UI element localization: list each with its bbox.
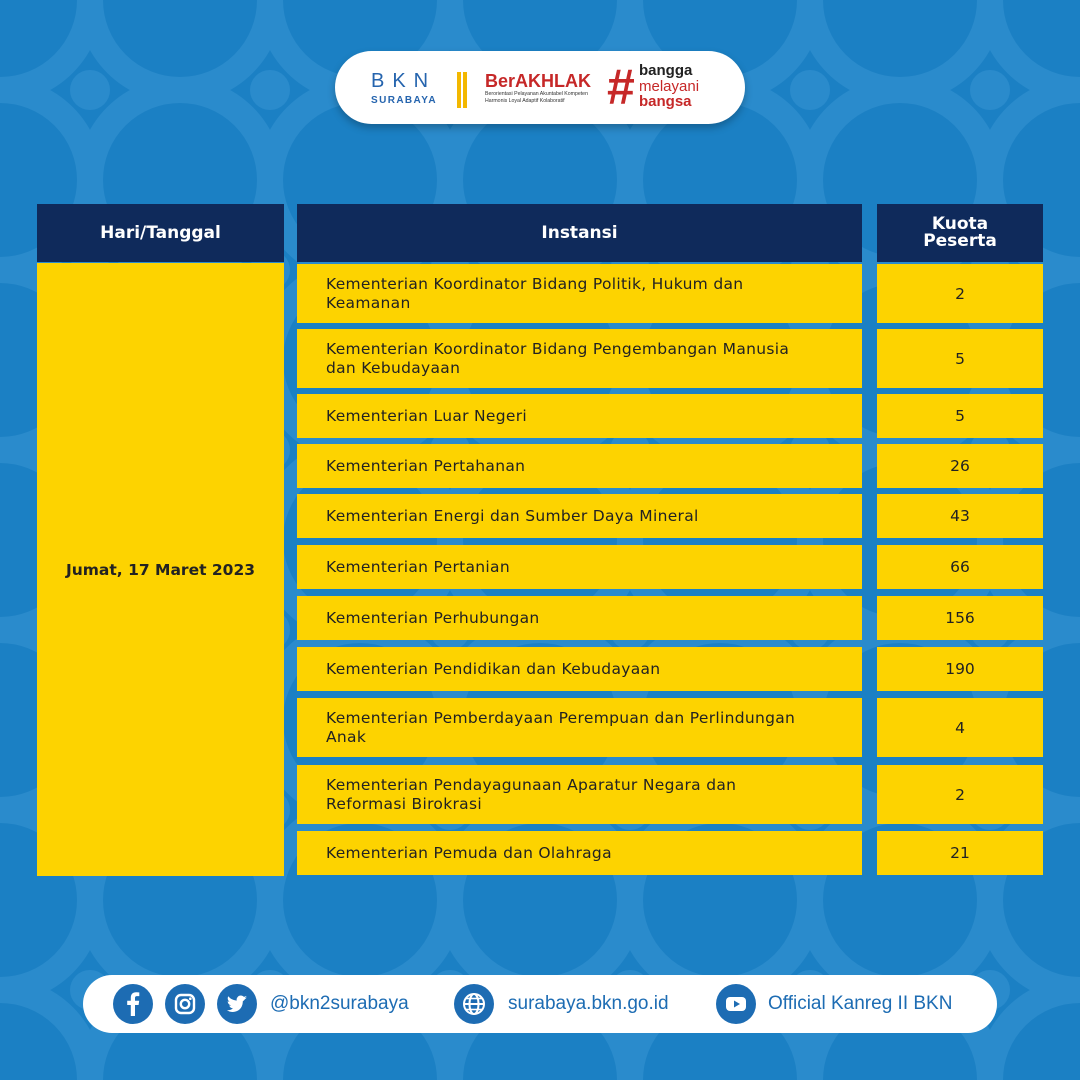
hashtag-icon: # [607,59,635,115]
logo-banner [335,51,745,124]
table-row-instansi: Kementerian Perhubungan [297,596,862,640]
twitter-icon[interactable] [217,984,257,1024]
youtube-channel-text[interactable]: Official Kanreg II BKN [768,993,953,1014]
bkn-logo-bars [457,72,471,108]
footer-contact-bar [83,975,997,1033]
website-text[interactable]: surabaya.bkn.go.id [508,993,669,1014]
table-row-kuota: 26 [877,444,1043,488]
youtube-icon[interactable] [716,984,756,1024]
bkn-logo-city: SURABAYA [371,95,438,106]
table-row-instansi: Kementerian Pemuda dan Olahraga [297,831,862,875]
bangga-melayani-bangsa-logo [639,63,729,113]
social-handle-text[interactable]: @bkn2surabaya [270,993,409,1014]
bangga-text: bangga [639,62,693,79]
table-row-instansi: Kementerian Pertahanan [297,444,862,488]
table-row-kuota: 2 [877,765,1043,824]
column-header-kuota-line1: Kuota [931,214,989,234]
instagram-icon[interactable] [165,984,205,1024]
table-row-kuota: 66 [877,545,1043,589]
table-row-kuota: 190 [877,647,1043,691]
berakhlak-tagline-1: Berorientasi Pelayanan Akuntabel Kompeten [485,91,588,97]
table-row-kuota: 21 [877,831,1043,875]
column-header-kuota-line2: Peserta [923,231,997,251]
table-row-instansi: Kementerian Koordinator Bidang Politik, Hukum dan Keamanan [297,264,862,323]
date-cell: Jumat, 17 Maret 2023 [37,263,284,876]
table-row-instansi: Kementerian Pertanian [297,545,862,589]
table-row-kuota: 2 [877,264,1043,323]
berakhlak-logo [485,71,605,111]
column-header-kuota [877,204,1043,262]
globe-icon[interactable] [454,984,494,1024]
column-header-instansi: Instansi [297,204,862,262]
table-row-instansi: Kementerian Koordinator Bidang Pengembangan Manusia dan Kebudayaan [297,329,862,388]
table-row-kuota: 5 [877,394,1043,438]
table-row-kuota: 4 [877,698,1043,757]
column-header-date: Hari/Tanggal [37,204,284,262]
melayani-text: melayani [639,77,700,95]
table-row-instansi: Kementerian Pendayagunaan Aparatur Negara dan Reformasi Birokrasi [297,765,862,824]
table-row-instansi: Kementerian Pemberdayaan Perempuan dan Perlindungan Anak [297,698,862,757]
bkn-logo-word: BKN [371,70,437,92]
table-row-kuota: 5 [877,329,1043,388]
berakhlak-tagline-2: Harmonis Loyal Adaptif Kolaboratif [485,98,565,104]
table-row-kuota: 156 [877,596,1043,640]
table-row-instansi: Kementerian Energi dan Sumber Daya Mineral [297,494,862,538]
table-row-kuota: 43 [877,494,1043,538]
bkn-logo [371,71,451,111]
bangsa-text: bangsa [639,93,692,110]
berakhlak-title: BerAKHLAK [485,71,592,91]
table-row-instansi: Kementerian Luar Negeri [297,394,862,438]
table-row-instansi: Kementerian Pendidikan dan Kebudayaan [297,647,862,691]
facebook-icon[interactable] [113,984,153,1024]
